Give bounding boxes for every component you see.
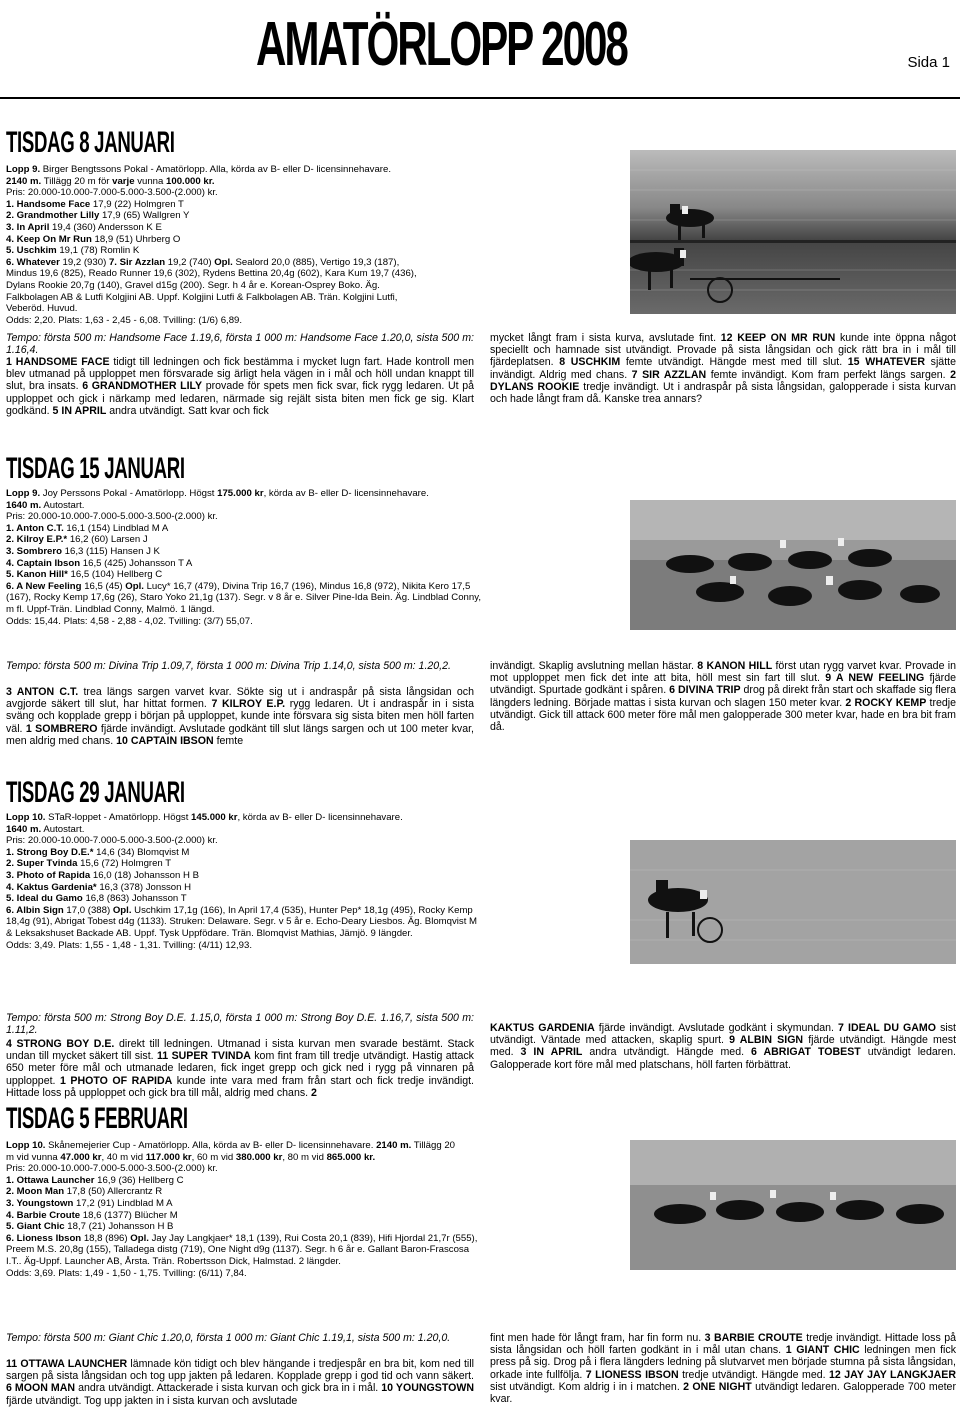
page-number: Sida 1 xyxy=(907,54,950,71)
race-comment-left: 1 HANDSOME FACE tidigt till ledningen och fick bestämma i mycket lugn fart. Hade kontroll men blev utmanad på upploppet men försvarade sig ärligt hela vägen in i mål och höll undan knappt till slut, bra insats. 6 GRANDMOTHER LILY provade för spets men fick svar, fick rygg ledaren. Ut på upploppet och gick i närkamp med ledaren, närmade sig rejält sista biten men fick ge sig. Klart godkänd. 5 IN APRIL andra utvändigt. Satt kvar och fick xyxy=(6,356,475,417)
tempo-text: Tempo: första 500 m: Handsome Face 1.19,6, första 1 000 m: Handsome Face 1.20,0, sista 500 m: 1.16,4. xyxy=(6,332,474,357)
race-info-line: Odds: 3,69. Plats: 1,49 - 1,50 - 1,75. Tvilling: (6/11) 7,84. xyxy=(6,1267,247,1279)
race-info-line: Lopp 9. Joy Perssons Pokal - Amatörlopp. Högst 175.000 kr, körda av B- eller D- licensinnehavare. xyxy=(6,488,429,499)
finish-photo xyxy=(630,840,956,964)
section-heading: TISDAG 15 JANUARI xyxy=(6,452,185,485)
title-rule xyxy=(0,97,960,99)
finish-photo xyxy=(630,150,956,314)
race-info-line: m fl. Uppf-Trän. Lindblad Conny, Malmö. 1 längd. xyxy=(6,603,215,615)
race-comment-right: invändigt. Skaplig avslutning mellan hästar. 8 KANON HILL först utan rygg varvet kvar. Provade in mot upploppet men fick det inte att bita, höll mest sin fart till slut. 9 A NEW FEELING fjärde utvändigt. Spurtade godkänt i spåren. 6 DIVINA TRIP drog på direkt från start och skaffade sig flera längders ledning. Började mattas i sista kurvan och slagen 150 meter kvar. 2 ROCKY KEMP tredje utvändigt. Gick till attack 600 meter före mål men galopperade 300 meter kvar, hade en bra bit fram då. xyxy=(490,660,957,734)
race-info-line: 1640 m. Autostart. xyxy=(6,823,85,835)
race-info-line: 4. Captain Ibson 16,5 (425) Johansson T A xyxy=(6,557,193,569)
section-heading: TISDAG 8 JANUARI xyxy=(6,126,175,159)
race-info-line: 2. Kilroy E.P.* 16,2 (60) Larsen J xyxy=(6,534,148,546)
tempo-text: Tempo: första 500 m: Giant Chic 1.20,0, första 1 000 m: Giant Chic 1.19,1, sista 500 m: 1.20,0. xyxy=(6,1332,451,1344)
race-info-line: Falkbolagen AB & Lutfi Kolgjini AB. Uppf. Kolgjini Lutfi & Falkbolagen AB. Trän. Kolgjini Lutfi, xyxy=(6,291,398,303)
race-info-line: Pris: 20.000-10.000-7.000-5.000-3.500-(2.000) kr. xyxy=(6,1163,218,1175)
tempo-text: Tempo: första 500 m: Divina Trip 1.09,7, första 1 000 m: Divina Trip 1.14,0, sista 500 m: 1.20,2. xyxy=(6,660,451,672)
race-info-line: 3. Photo of Rapida 16,0 (18) Johansson H B xyxy=(6,869,200,881)
race-info-line: 3. Sombrero 16,3 (115) Hansen J K xyxy=(6,545,160,557)
race-info xyxy=(6,164,506,326)
race-info-line: 1640 m. Autostart. xyxy=(6,499,85,511)
race-comment-right: mycket långt fram i sista kurva, avslutade fint. 12 KEEP ON MR RUN kunde inte öppna något speciellt och hamnade sist utvändigt. Provade på sista långsidan och gick rätt bra in i mål till fjärdeplatsen. 8 USCHKIM femte utvändigt. Hängde mest med till slut. 15 WHATEVER sjätte invändigt. Aldrig med chans. 7 SIR AZZLAN femte invändigt. Kom fram perfekt längs sargen. 2 DYLANS ROOKIE tredje invändigt. Ut i andraspår på sista långsidan, galopperade i sista kurvan och hade långt fram då. Kanske trea annars? xyxy=(490,332,957,406)
race-info-line: Pris: 20.000-10.000-7.000-5.000-3.500-(2.000) kr. xyxy=(6,187,218,199)
race-info-line: Dylans Rookie 20,7g (140), Gravel d15g (200). Segr. h 4 år e. Korean-Osprey Boko. Äg. xyxy=(6,279,380,291)
race-info-line: & Leksakshuset Backade AB. Uppf. Tysk Uppfödare. Trän. Blomqvist Mathias, Jämjö. 9 längder. xyxy=(6,927,413,939)
race-info-line: 2. Super Tvinda 15,6 (72) Holmgren T xyxy=(6,858,172,870)
tempo-text: Tempo: första 500 m: Strong Boy D.E. 1.15,0, första 1 000 m: Strong Boy D.E. 1.16,7, sista 500 m: 1.11,2. xyxy=(6,1012,474,1037)
race-info-line: 1. Strong Boy D.E.* 14,6 (34) Blomqvist M xyxy=(6,846,190,858)
race-info-line: 2. Moon Man 17,8 (50) Allercrantz R xyxy=(6,1186,163,1198)
race-info-line: Preem M.S. 20,8g (155), Talladega distg (719), One Night d9g (1137). Segr. h 6 år e. Gallant Baron-Frascosa xyxy=(6,1244,470,1256)
race-info-line: 6. Albin Sign 17,0 (388) Opl. Uschkim 17,1g (166), In April 17,4 (535), Hunter Pep* 18,1g (495), Rocky Kemp xyxy=(6,904,473,916)
race-info-line: 6. Lioness Ibson 18,8 (896) Opl. Jay Jay Langkjaer* 18,1 (139), Rui Costa 20,1 (839), Hifi Hjordal 21,7r (555), xyxy=(6,1232,478,1244)
race-info-line: 5. Kanon Hill* 16,5 (104) Hellberg C xyxy=(6,569,163,581)
race-info-line: 2. Grandmother Lilly 17,9 (65) Wallgren Y xyxy=(6,210,190,222)
race-info-line: 5. Giant Chic 18,7 (21) Johansson H B xyxy=(6,1221,174,1233)
section-heading: TISDAG 29 JANUARI xyxy=(6,776,185,809)
race-info-line: Lopp 10. Skånemejerier Cup - Amatörlopp. Alla, körda av B- eller D- licensinnehavare. 2140 m. Tillägg 20 xyxy=(6,1140,456,1151)
race-info-line: 1. Handsome Face 17,9 (22) Holmgren T xyxy=(6,198,184,210)
race-info-line: 3. In April 19,4 (360) Andersson K E xyxy=(6,221,162,233)
race-comment-right: KAKTUS GARDENIA fjärde invändigt. Avslutade godkänt i skymundan. 7 IDEAL DU GAMO sist utvändigt. Väntade med attacken, skaplig spurt. 9 ALBIN SIGN fjärde utvändigt. Hängde mest med. 3 IN APRIL andra utvändigt. Hängde med. 6 ABRIGAT TOBEST utvändigt ledaren. Galopperade kort före mål med platschans, höll farten förbättrat. xyxy=(490,1022,957,1071)
race-info-line: Pris: 20.000-10.000-7.000-5.000-3.500-(2.000) kr. xyxy=(6,835,218,847)
race-info-line: 4. Kaktus Gardenia* 16,3 (378) Jonsson H xyxy=(6,881,192,893)
race-info-line: (167), Rocky Kemp 17,6g (26), Staro Yoko 21,1g (137). Segr. v 8 år e. Silver Pine-Ida Bein. Äg. Lindblad Conny, xyxy=(6,592,481,604)
race-info-line: 18,4g (91), Abrigat Tobest d4g (1133). Struken: Delaware. Segr. v 5 år e. Echo-Deary Liesbos. Äg. Blomqvist M xyxy=(6,916,478,928)
race-info xyxy=(6,1140,586,1279)
race-info-line: Odds: 3,49. Plats: 1,55 - 1,48 - 1,31. Tvilling: (4/11) 12,93. xyxy=(6,939,253,951)
section-heading: TISDAG 5 FEBRUARI xyxy=(6,1102,188,1135)
race-info-line: Lopp 10. STaR-loppet - Amatörlopp. Högst 145.000 kr, körda av B- eller D- licensinnehavare. xyxy=(6,812,403,823)
race-info-line: Veberöd. Huvud. xyxy=(6,303,78,315)
finish-photo xyxy=(630,500,956,630)
race-info-line: 1. Ottawa Launcher 16,9 (36) Hellberg C xyxy=(6,1174,184,1186)
race-info xyxy=(6,488,566,627)
race-info-line: 2140 m. Tillägg 20 m för varje vunna 100.000 kr. xyxy=(6,175,215,187)
race-info-line: Pris: 20.000-10.000-7.000-5.000-3.500-(2.000) kr. xyxy=(6,511,218,523)
race-info-line: 6. A New Feeling 16,5 (45) Opl. Lucy* 16,7 (479), Divina Trip 16,7 (196), Mindus 16,8 (972), Nikita Kero 17,5 xyxy=(6,580,471,592)
race-comment-left: 3 ANTON C.T. trea längs sargen varvet kvar. Sökte sig ut i andraspår på sista långsidan och avgjorde säkert till slut, har hittat formen. 7 KILROY E.P. rygg ledaren. Ut i andraspår in i sista sväng och kopplade grepp i början på upploppet, kunde inte försvara sig sista biten men höll farten väl. 1 SOMBRERO fjärde invändigt. Avslutade godkänt till slut längs sargen och ut 100 meter kvar, men aldrig med chans. 10 CAPTAIN IBSON femte xyxy=(6,686,475,747)
race-info-line: 1. Anton C.T. 16,1 (154) Lindblad M A xyxy=(6,522,169,534)
race-info-line: Lopp 9. Birger Bengtssons Pokal - Amatörlopp. Alla, körda av B- eller D- licensinnehavare. xyxy=(6,164,391,175)
race-info xyxy=(6,812,566,951)
race-info-line: 6. Whatever 19,2 (930) 7. Sir Azzlan 19,2 (740) Opl. Sealord 20,0 (885), Vertigo 19,3 (187), xyxy=(6,256,400,268)
race-info-line: 4. Keep On Mr Run 18,9 (51) Uhrberg O xyxy=(6,233,181,245)
page-title: AMATÖRLOPP 2008 xyxy=(256,10,627,79)
race-info-line: 5. Uschkim 19,1 (78) Romlin K xyxy=(6,245,140,257)
race-info-line: 3. Youngstown 17,2 (91) Lindblad M A xyxy=(6,1197,173,1209)
race-info-line: Odds: 15,44. Plats: 4,58 - 2,88 - 4,02. Tvilling: (3/7) 55,07. xyxy=(6,615,253,627)
finish-photo xyxy=(630,1140,956,1270)
race-info-line: Mindus 19,6 (825), Reado Runner 19,6 (302), Rydens Bettina 20,4g (602), Kara Kum 19,7 (436), xyxy=(6,268,417,280)
race-info-line: 5. Ideal du Gamo 16,8 (863) Johansson T xyxy=(6,893,187,905)
race-info-line: Odds: 2,20. Plats: 1,63 - 2,45 - 6,08. Tvilling: (1/6) 6,89. xyxy=(6,314,243,326)
race-comment-right: fint men hade för långt fram, har fin form nu. 3 BARBIE CROUTE tredje invändigt. Hittade loss på sista långsidan och höll farten godkänt in i mål utan chans. 1 GIANT CHIC ledningen men fick press på sig. Drog på i flera längders ledning på slutvarvet men började stumna på sista långsidan, orkade inte fullfölja. 7 LIONESS IBSON tredje utvändigt. Hängde med. 12 JAY JAY LANGKJAER sist utvändigt. Kom aldrig i in i matchen. 2 ONE NIGHT utvändigt ledaren. Galopperade 700 meter kvar. xyxy=(490,1332,956,1406)
race-info-line: I.T.. Äg-Uppf. Launcher AB, Årsta. Trän. Robertsson Dick, Halmstad. 2 längder. xyxy=(6,1255,341,1267)
race-comment-left: 4 STRONG BOY D.E. direkt till ledningen. Utmanad i sista kurvan men svarade bestämt. Stack undan till mycket säkert till sist. 11 SUPER TVINDA kom fint fram till tredje utvändigt. Hastig attack 650 meter före mål och utmanade ledaren, fick inget grepp och gick ned i rygg på vinnaren på upploppet. 1 PHOTO OF RAPIDA kunde inte vara med fram från start och fick tredje invändigt. Hittade loss på upploppet och gick bra till mål, aldrig med chans. 2 xyxy=(6,1038,474,1099)
race-comment-left: 11 OTTAWA LAUNCHER lämnade kön tidigt och blev hängande i tredjespår en bra bit, kom ned till sargen på sista långsidan och tog upp jakten på ledaren. Kopplade grepp i god tid och vann säkert. 6 MOON MAN andra utvändigt. Attackerade i sista kurvan och gick bra in i mål. 10 YOUNGSTOWN fjärde utvändigt. Tog upp jakten in i sista kurvan och avslutade xyxy=(6,1358,474,1407)
race-info-line: 4. Barbie Croute 18,6 (1377) Blücher M xyxy=(6,1209,178,1221)
race-info-line: m vid vunna 47.000 kr, 40 m vid 117.000 kr, 60 m vid 380.000 kr, 80 m vid 865.000 kr. xyxy=(6,1151,376,1163)
